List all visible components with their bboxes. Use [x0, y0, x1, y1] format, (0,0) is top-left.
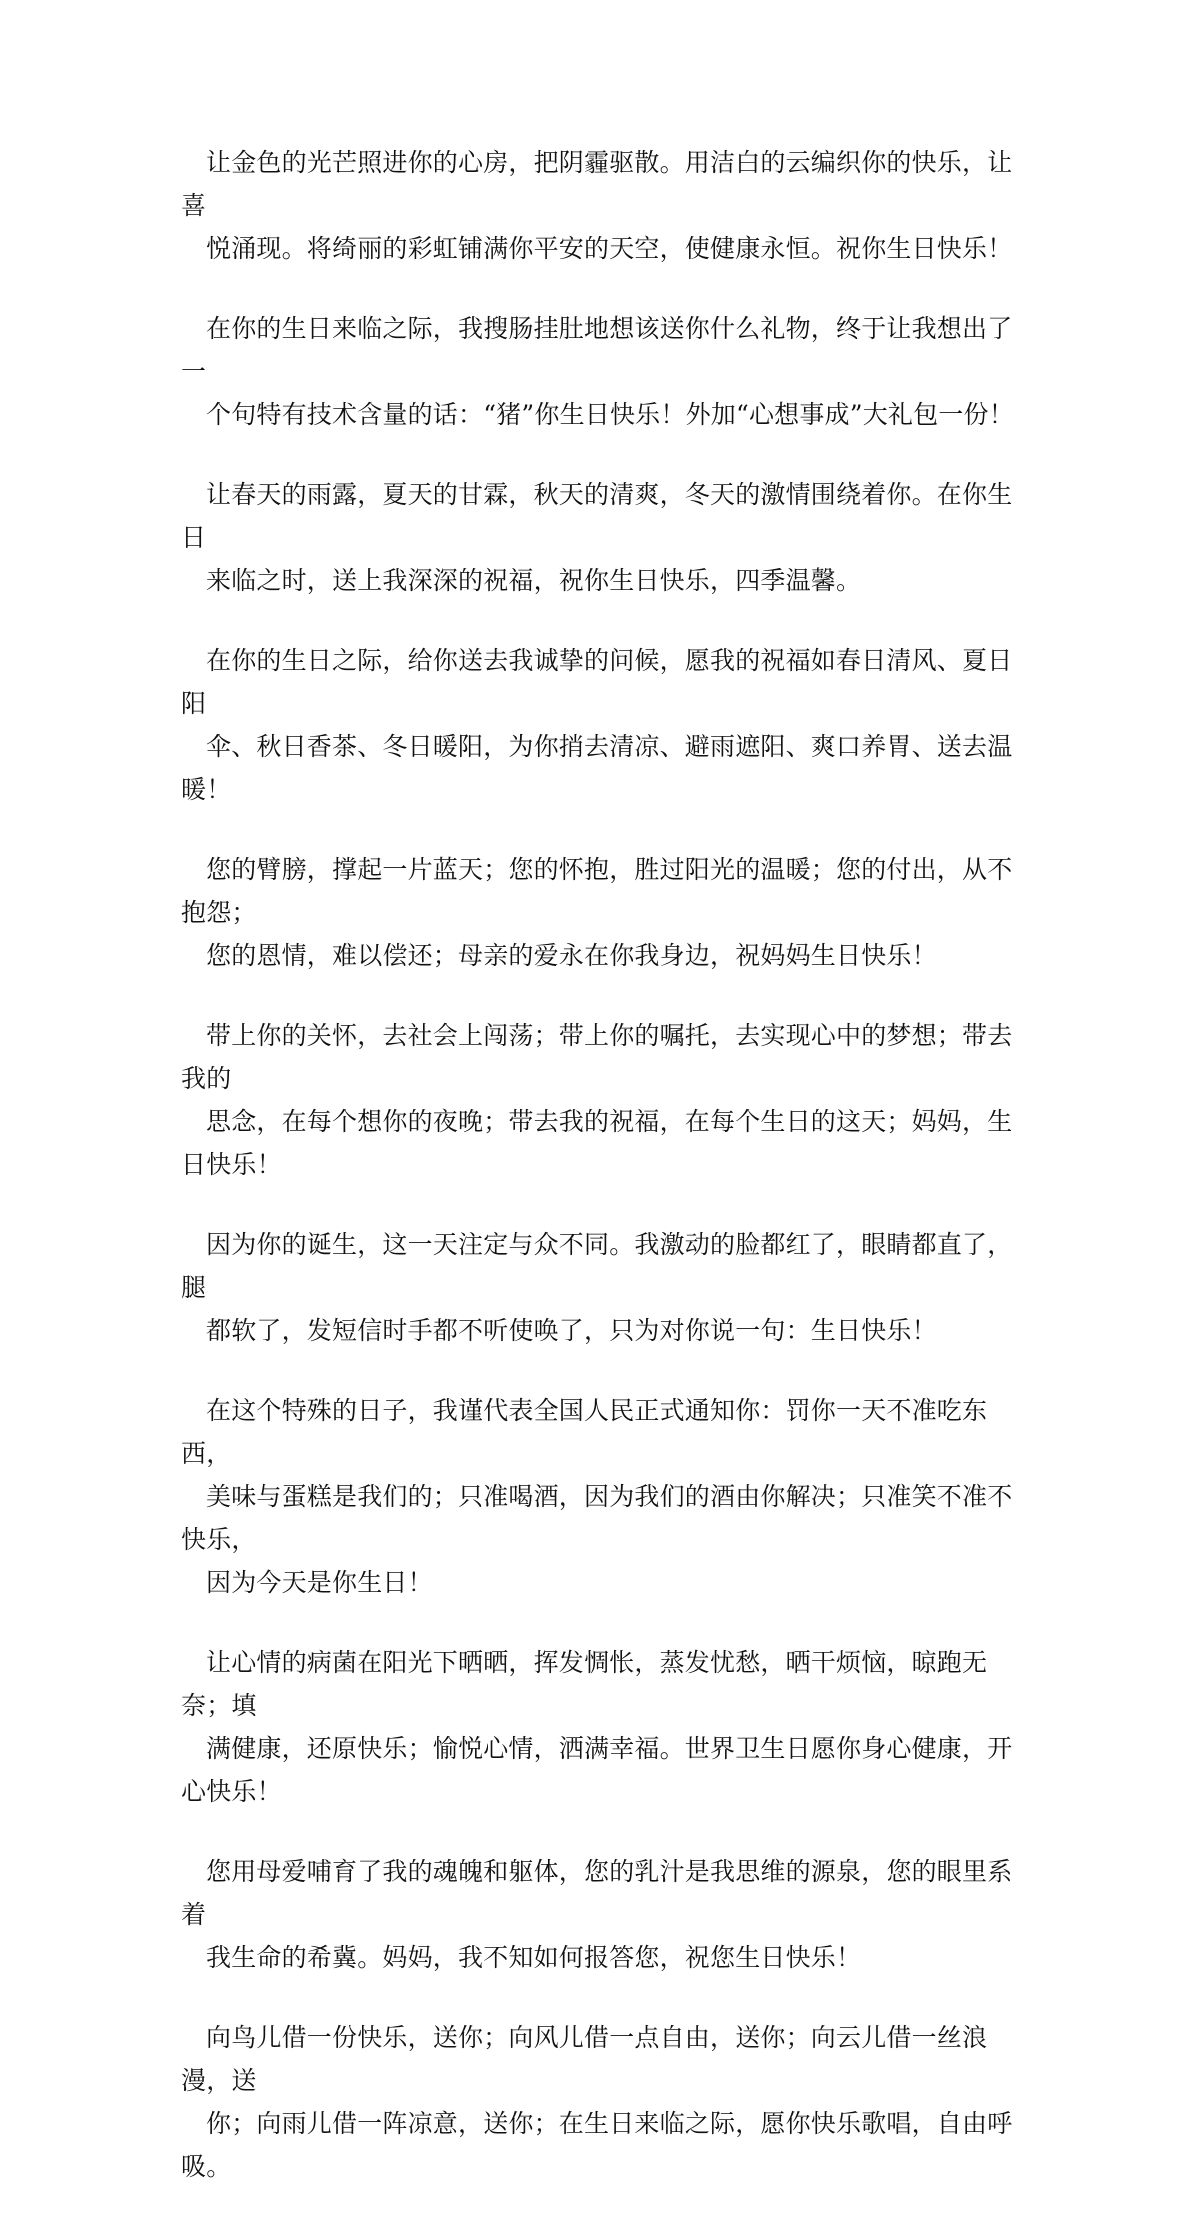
paragraph-line: 带上你的关怀，去社会上闯荡；带上你的嘱托，去实现心中的梦想；带去我的 — [181, 1021, 1013, 1093]
paragraph — [181, 473, 1031, 602]
paragraph — [181, 639, 1031, 811]
paragraph — [181, 848, 1031, 977]
paragraph — [181, 141, 1031, 270]
paragraph-line: 伞、秋日香茶、冬日暖阳，为你捎去清凉、避雨遮阳、爽口养胃、送去温暖！ — [181, 732, 1013, 804]
paragraph-line: 让心情的病菌在阳光下晒晒，挥发惆怅，蒸发忧愁，晒干烦恼，晾跑无奈；填 — [181, 1648, 988, 1720]
paragraph — [181, 1223, 1031, 1352]
paragraph — [181, 1641, 1031, 1813]
paragraph-line: 来临之时，送上我深深的祝福，祝你生日快乐，四季温馨。 — [206, 566, 862, 595]
paragraph-line: 美味与蛋糕是我们的；只准喝酒，因为我们的酒由你解决；只准笑不准不快乐， — [181, 1482, 1013, 1554]
paragraph-line: 你；向雨儿借一阵凉意，送你；在生日来临之际，愿你快乐歌唱，自由呼吸。 — [181, 2109, 1013, 2181]
paragraph-line: 让春天的雨露，夏天的甘霖，秋天的清爽，冬天的激情围绕着你。在你生日 — [181, 480, 1013, 552]
paragraph-line: 悦涌现。将绮丽的彩虹铺满你平安的天空，使健康永恒。祝你生日快乐！ — [206, 234, 1013, 263]
paragraph — [181, 1389, 1031, 1604]
paragraph-line: 个句特有技术含量的话：“猪”你生日快乐！外加“心想事成”大礼包一份！ — [206, 400, 1014, 429]
paragraph-line: 我生命的希冀。妈妈，我不知如何报答您，祝您生日快乐！ — [206, 1943, 862, 1972]
paragraph-line: 都软了，发短信时手都不听使唤了，只为对你说一句：生日快乐！ — [206, 1316, 937, 1345]
paragraph-line: 在这个特殊的日子，我谨代表全国人民正式通知你：罚你一天不准吃东西， — [181, 1396, 988, 1468]
paragraph-line: 您的恩情，难以偿还；母亲的爱永在你我身边，祝妈妈生日快乐！ — [206, 941, 937, 970]
paragraph-line: 让金色的光芒照进你的心房，把阴霾驱散。用洁白的云编织你的快乐，让喜 — [181, 148, 1013, 220]
paragraph-line: 在你的生日来临之际，我搜肠挂肚地想该送你什么礼物，终于让我想出了一 — [181, 314, 1013, 386]
paragraph-line: 满健康，还原快乐；愉悦心情，洒满幸福。世界卫生日愿你身心健康，开心快乐！ — [181, 1734, 1013, 1806]
paragraph-line: 在你的生日之际，给你送去我诚挚的问候，愿我的祝福如春日清风、夏日阳 — [181, 646, 1013, 718]
paragraph-line: 您的臂膀，撑起一片蓝天；您的怀抱，胜过阳光的温暖；您的付出，从不抱怨； — [181, 855, 1013, 927]
paragraph-line: 因为今天是你生日！ — [206, 1568, 433, 1597]
paragraph-line: 思念，在每个想你的夜晚；带去我的祝福，在每个生日的这天；妈妈，生日快乐！ — [181, 1107, 1013, 1179]
paragraph — [181, 1014, 1031, 1186]
document-body — [181, 141, 1031, 2225]
paragraph — [181, 307, 1031, 436]
paragraph — [181, 2016, 1031, 2188]
paragraph-line: 因为你的诞生，这一天注定与众不同。我激动的脸都红了，眼睛都直了，腿 — [181, 1230, 1013, 1302]
paragraph — [181, 1850, 1031, 1979]
paragraph-line: 向鸟儿借一份快乐，送你；向风儿借一点自由，送你；向云儿借一丝浪漫，送 — [181, 2023, 988, 2095]
paragraph-line: 您用母爱哺育了我的魂魄和躯体，您的乳汁是我思维的源泉，您的眼里系着 — [181, 1857, 1013, 1929]
